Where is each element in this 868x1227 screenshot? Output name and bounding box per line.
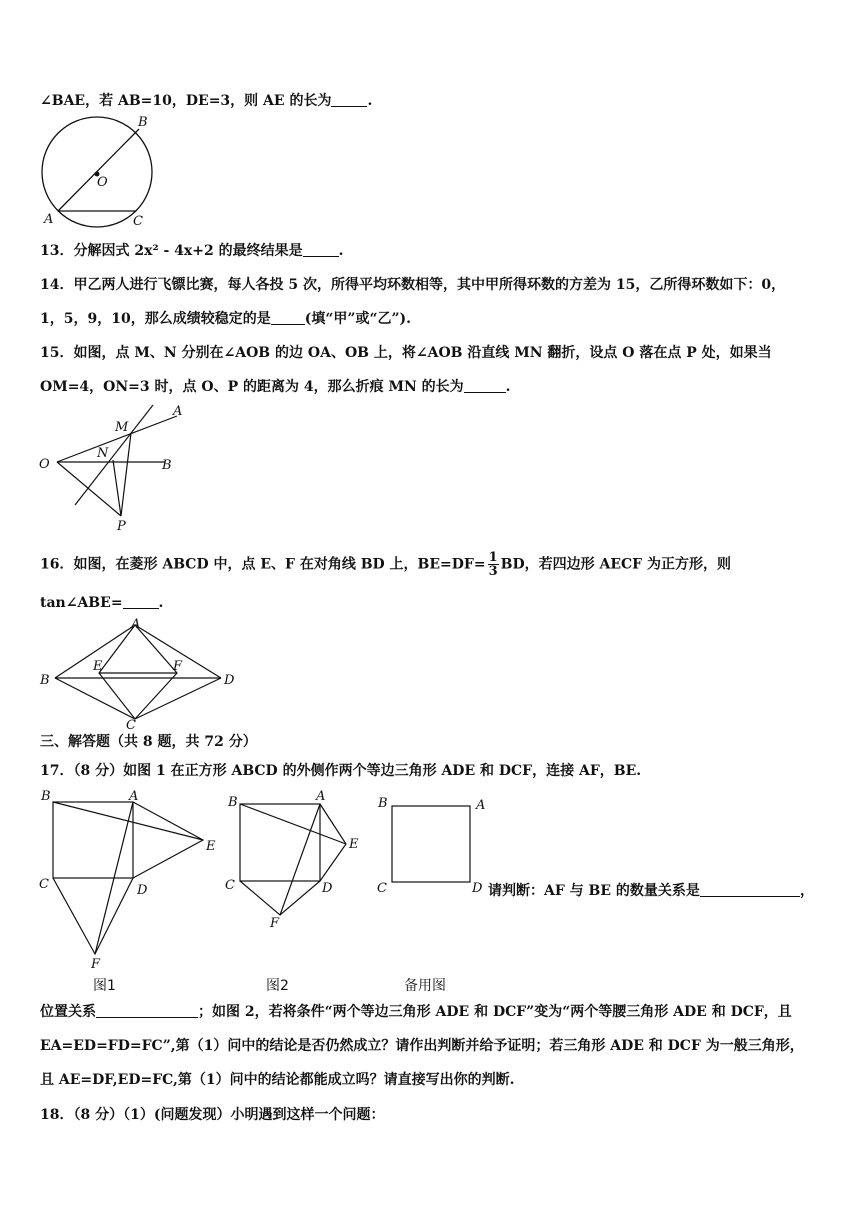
label-b: B bbox=[162, 458, 172, 473]
fold-line bbox=[75, 405, 153, 505]
label-p: P bbox=[117, 519, 126, 534]
label-o: O bbox=[39, 457, 50, 472]
label-a: A bbox=[476, 798, 486, 813]
triangle-ade bbox=[133, 802, 203, 878]
label-e: E bbox=[93, 659, 103, 674]
answer-blank[interactable] bbox=[303, 242, 339, 257]
label-d: D bbox=[224, 673, 235, 688]
circle-figure bbox=[35, 112, 165, 232]
side-cb bbox=[55, 678, 135, 719]
triangle-dcf bbox=[53, 878, 133, 954]
diameter-ab bbox=[58, 129, 139, 211]
label-c: C bbox=[133, 214, 143, 229]
q17-judge-text: 请判断：AF 与 BE 的数量关系是 bbox=[488, 883, 700, 899]
label-f: F bbox=[270, 916, 280, 931]
q17-judge-end: ， bbox=[799, 883, 814, 899]
answer-blank[interactable] bbox=[96, 1003, 198, 1018]
figure-1 bbox=[35, 788, 225, 972]
label-f: F bbox=[173, 659, 183, 674]
q17-line1: 17．（8 分）如图 1 在正方形 ABCD 的外侧作两个等边三角形 ADE 和 DCF，连接 AF，BE. bbox=[40, 763, 642, 779]
label-f: F bbox=[91, 957, 101, 972]
segment-be bbox=[240, 804, 346, 844]
caption-fig1: 图1 bbox=[93, 978, 116, 994]
label-b: B bbox=[138, 115, 148, 130]
answer-blank[interactable] bbox=[464, 378, 506, 393]
label-d: D bbox=[322, 881, 333, 896]
figure-2 bbox=[222, 788, 372, 938]
q15-end: . bbox=[505, 379, 511, 395]
answer-blank[interactable] bbox=[331, 92, 367, 107]
q18-line: 18．（8 分）（1）(问题发现）小明遇到这样一个问题： bbox=[40, 1107, 385, 1123]
answer-blank[interactable] bbox=[123, 594, 159, 609]
q12-end: . bbox=[367, 93, 373, 109]
label-a: A bbox=[131, 617, 141, 632]
q16-text-a: 16．如图，在菱形 ABCD 中，点 E、F 在对角线 BD 上，BE=DF= bbox=[40, 556, 486, 573]
q17-line4: 且 AE=DF,ED=FC,第（1）问中的结论都能成立吗？请直接写出你的判断. bbox=[40, 1072, 515, 1088]
q15-text: OM=4，ON=3 时，点 O、P 的距离为 4，那么折痕 MN 的长为 bbox=[40, 379, 464, 395]
q13-line bbox=[40, 242, 343, 260]
label-b: B bbox=[378, 796, 388, 811]
q17-pos-rest: ；如图 2，若将条件“两个等边三角形 ADE 和 DCF”变为“两个等腰三角形 ADE 和 DCF，且 bbox=[198, 1004, 792, 1020]
q17-judge-line bbox=[488, 882, 814, 900]
label-a: A bbox=[129, 789, 139, 804]
label-d: D bbox=[137, 883, 148, 898]
label-o: O bbox=[97, 175, 108, 190]
q17-pos-text: 位置关系 bbox=[40, 1004, 96, 1020]
segment-mp bbox=[121, 433, 131, 516]
q14-end: (填“甲”或“乙”). bbox=[304, 311, 412, 327]
q13-text: 13．分解因式 2x² - 4x+2 的最终结果是 bbox=[40, 243, 303, 259]
label-m: M bbox=[115, 420, 129, 435]
square-abcd bbox=[53, 802, 133, 878]
fraction-denominator: 3 bbox=[488, 564, 498, 579]
q16-end: . bbox=[158, 595, 164, 611]
label-c: C bbox=[377, 881, 387, 896]
spare-figure bbox=[372, 795, 492, 895]
square-abcd bbox=[392, 806, 470, 882]
section-heading: 三、解答题（共 8 题，共 72 分） bbox=[40, 734, 257, 750]
q16-text-b: BD，若四边形 AECF 为正方形，则 bbox=[500, 556, 731, 573]
q14-line1: 14．甲乙两人进行飞镖比赛，每人各投 5 次，所得平均环数相等，其中甲所得环数的方差为 15，乙所得环数如下：0， bbox=[40, 277, 786, 293]
segment-np bbox=[113, 460, 121, 516]
label-b: B bbox=[228, 795, 238, 810]
label-c: C bbox=[39, 877, 49, 892]
q16-line1 bbox=[40, 551, 731, 578]
q17-line2 bbox=[40, 1003, 792, 1021]
segment-op bbox=[57, 462, 121, 516]
label-e: E bbox=[206, 839, 216, 854]
q12-text: ∠BAE，若 AB=10，DE=3，则 AE 的长为 bbox=[40, 93, 332, 109]
label-a: A bbox=[173, 404, 183, 419]
label-d: D bbox=[472, 881, 483, 896]
q16-line2 bbox=[40, 594, 163, 612]
label-c: C bbox=[225, 878, 235, 893]
q16-text: tan∠ABE= bbox=[40, 595, 123, 611]
triangle-dcf bbox=[240, 881, 320, 915]
fraction bbox=[488, 551, 499, 578]
label-a: A bbox=[44, 212, 54, 227]
label-e: E bbox=[349, 837, 359, 852]
angle-fold-figure bbox=[35, 403, 195, 538]
caption-spare: 备用图 bbox=[404, 978, 446, 994]
side-dc bbox=[135, 678, 221, 719]
q15-line1: 15．如图，点 M、N 分别在∠AOB 的边 OA、OB 上，将∠AOB 沿直线 MN 翻折，设点 O 落在点 P 处，如果当 bbox=[40, 345, 772, 361]
q15-line2 bbox=[40, 378, 511, 396]
q14-text: 1，5，9，10，那么成绩较稳定的是 bbox=[40, 311, 271, 327]
label-a: A bbox=[316, 789, 326, 804]
caption-fig2: 图2 bbox=[266, 978, 289, 994]
label-b: B bbox=[41, 789, 51, 804]
square-abcd bbox=[240, 804, 320, 881]
label-n: N bbox=[97, 446, 109, 461]
fraction-numerator: 1 bbox=[488, 550, 498, 565]
answer-blank[interactable] bbox=[700, 882, 800, 897]
label-c: C bbox=[126, 718, 136, 733]
q13-end: . bbox=[338, 243, 344, 259]
q17-line3: EA=ED=FD=FC”,第（1）问中的结论是否仍然成立？请作出判断并给予证明；若三角形 ADE 和 DCF 为一般三角形， bbox=[40, 1038, 804, 1054]
rhombus-figure bbox=[35, 615, 250, 733]
label-b: B bbox=[40, 673, 50, 688]
answer-blank[interactable] bbox=[271, 310, 305, 325]
q12-line bbox=[40, 92, 372, 110]
q14-line2 bbox=[40, 310, 411, 328]
